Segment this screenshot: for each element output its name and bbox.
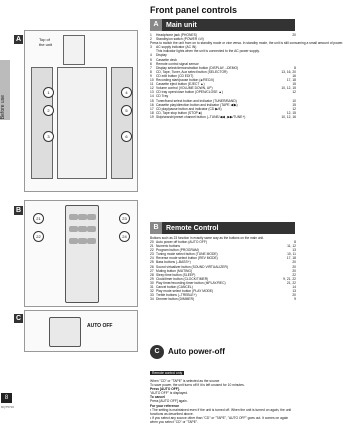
item-number: 21 xyxy=(150,244,154,249)
callout-6: 6 xyxy=(121,131,132,142)
item-page: 17, 18 xyxy=(286,256,296,261)
item-page: 10, 12, 15 xyxy=(281,86,296,91)
section-c-label: C xyxy=(15,315,22,322)
section-a-label: A xyxy=(15,36,22,43)
item-text: Tuner/band select button and indicator (TUNER/BAND) xyxy=(156,98,237,103)
remote-control-detail xyxy=(49,317,81,347)
remote-control-body xyxy=(65,205,99,303)
main-unit-body xyxy=(57,67,107,179)
item-text: Sound virtualizer button (SOUND VIRTUALIZER) xyxy=(156,264,228,269)
item-page: 13 xyxy=(292,289,296,294)
item-page: 9 xyxy=(294,297,296,302)
item-page: 10 xyxy=(292,98,296,103)
item-text: Auto power off button (AUTO OFF) xyxy=(156,240,208,244)
item-page: 10, 11 xyxy=(287,252,296,257)
remote-button xyxy=(78,238,87,244)
callout-5: 5 xyxy=(121,105,132,116)
item-number: 24 xyxy=(150,256,154,261)
callout-24: 24 xyxy=(119,231,130,242)
remote-button xyxy=(87,214,96,220)
item-number: 17 xyxy=(150,106,154,111)
item-page: 17, 18 xyxy=(286,78,296,83)
section-b-label: B xyxy=(15,207,22,214)
item-page: 14 xyxy=(292,285,296,290)
item-page: 12 xyxy=(292,106,296,111)
remote-button xyxy=(87,238,96,244)
item-text: Dimmer button (DIMMER) xyxy=(156,297,195,302)
item-text: CD tray open/close button (OPEN/CLOSE ▲) xyxy=(156,90,223,95)
item-page: 13, 16, 20 xyxy=(281,69,296,74)
item-page: 10, 12, 16 xyxy=(281,114,296,119)
item-number: 12 xyxy=(150,86,154,91)
page-code: RQT5720 xyxy=(1,405,15,409)
item-page: 8 xyxy=(294,240,296,244)
item-number: 29 xyxy=(150,276,154,281)
auto-off-label: AUTO OFF xyxy=(87,323,113,329)
main-unit-header xyxy=(150,19,295,31)
sidebar xyxy=(0,0,13,411)
item-text: Standby/on switch (POWER ⏻/I) xyxy=(156,37,204,42)
item-text: Reverse mode select button (REV MODE) xyxy=(156,256,218,261)
item-number: 1 xyxy=(150,33,152,37)
page-title: Front panel controls xyxy=(150,5,238,15)
item-number: 5 xyxy=(150,57,152,62)
item-text: CD, Tape stop button (STOP ■) xyxy=(156,110,202,115)
callout-1: 1 xyxy=(43,87,54,98)
item-text: CD edit button (CD EDIT) xyxy=(156,73,194,78)
item-number: 19 xyxy=(150,114,154,119)
item-text: CD play/pause button and indicator (CD ▶/II) xyxy=(156,106,222,111)
item-text: Play mode select button (PLAY MODE) xyxy=(156,289,214,294)
auto-off-p2: To save power, the unit turns off if it is left unused for 10 minutes. xyxy=(150,383,245,388)
item-number: 27 xyxy=(150,268,154,273)
item-text: Cassette deck xyxy=(156,57,177,62)
item-text: Cancel button (CANCEL) xyxy=(156,285,193,290)
remote-section xyxy=(150,236,296,301)
item-page: 8 xyxy=(294,65,296,70)
item-number: 33 xyxy=(150,293,154,298)
item-number: 22 xyxy=(150,248,154,253)
item-number: 26 xyxy=(150,264,154,269)
item-text: Treble buttons (–TREBLE+) xyxy=(156,293,197,298)
left-speaker xyxy=(31,67,53,179)
callout-4: 4 xyxy=(121,87,132,98)
item-number: 4 xyxy=(150,53,152,58)
item-page: 13 xyxy=(292,248,296,253)
item-text: Cassette eject button (EJECT ▲) xyxy=(156,82,205,87)
item-text: Press to switch the unit from on to standby mode or vice versa. In standby mode, the unit is still consuming a small amount of power. xyxy=(150,41,343,46)
item-text: Tuning mode select button (TUNE MODE) xyxy=(156,252,218,257)
callout-21: 21 xyxy=(33,213,44,224)
item-text: Remote control signal sensor xyxy=(156,61,199,66)
remote-button xyxy=(78,214,87,220)
item-page: 9, 21, 22 xyxy=(283,276,296,281)
item-number: 9 xyxy=(150,73,152,78)
item-number: 23 xyxy=(150,252,154,257)
item-number: 31 xyxy=(150,285,154,290)
main-unit-list xyxy=(150,33,343,119)
item-page: 20 xyxy=(292,260,296,265)
item-page: 12, 15 xyxy=(286,110,296,115)
item-number: 15 xyxy=(150,98,154,103)
cancel-text: Press [AUTO OFF] again. xyxy=(150,399,188,404)
item-text: Clock/timer button (CLOCK/TIMER) xyxy=(156,276,209,281)
item-page: 22 xyxy=(292,272,296,277)
page-number: 8 xyxy=(1,393,12,403)
item-text: Cassette play/direction button and indicator (TAPE ◀/▶) xyxy=(156,102,238,107)
remote-button xyxy=(69,226,78,232)
auto-off-title: Auto power-off xyxy=(168,347,225,356)
item-number: 16 xyxy=(150,102,154,107)
item-text: Bass buttons (–BASS+) xyxy=(156,260,191,265)
item-page: 16 xyxy=(292,73,296,78)
auto-off-figure xyxy=(24,310,138,352)
item-text: Sleep time button (SLEEP) xyxy=(156,272,196,277)
remote-figure xyxy=(24,200,138,307)
item-text: This indicator lights when the unit is connected to the AC power supply. xyxy=(156,49,260,54)
callout-22: 22 xyxy=(33,231,44,242)
item-text: AC supply indicator (AC IN) xyxy=(156,45,197,50)
item-page: 20 xyxy=(292,293,296,298)
item-number: 8 xyxy=(150,69,152,74)
remote-button xyxy=(87,226,96,232)
main-unit-letter: A xyxy=(150,19,162,31)
item-number: 20 xyxy=(150,240,154,244)
item-number: 11 xyxy=(150,82,154,87)
item-number: 25 xyxy=(150,260,154,265)
item-text: CD, Tape, Tuner, Aux select button (SELECTOR) xyxy=(156,69,228,74)
item-number: 30 xyxy=(150,280,154,285)
note-1: • The setting is maintained even if the unit is turned off. When the unit is turned on again, the unit functions as described above. xyxy=(150,407,292,416)
callout-2: 2 xyxy=(43,105,54,116)
item-page: 12 xyxy=(292,90,296,95)
item-page: 20 xyxy=(292,33,296,37)
remote-list xyxy=(150,240,296,301)
item-text: CD Tray xyxy=(156,94,169,99)
remote-button xyxy=(69,238,78,244)
list-item xyxy=(150,115,296,119)
remote-button xyxy=(69,214,78,220)
item-text: Program button (PROGRAM) xyxy=(156,248,199,253)
item-text: Display xyxy=(156,53,167,58)
item-text: Skip/search/preset channel button (–TUNE/◀◀ , ▶▶/TUNE+) xyxy=(156,114,246,119)
auto-off-section xyxy=(150,361,296,424)
item-text: Recording start/pause button (●/REC/II) xyxy=(156,78,215,83)
item-number: 10 xyxy=(150,78,154,83)
item-number: 18 xyxy=(150,110,154,115)
remote-intro: Buttons such as 23 function in exactly same way as the buttons on the main unit. xyxy=(150,236,264,240)
callout-23: 23 xyxy=(119,213,130,224)
top-of-unit-label: Top of the unit xyxy=(39,37,53,47)
cancel-heading: To cancel xyxy=(150,395,165,400)
main-unit-figure xyxy=(24,30,138,192)
item-page: 21, 22 xyxy=(286,280,296,285)
auto-off-letter: C xyxy=(150,345,164,359)
item-text: Play timer/recording timer button (✲PLAY/REC) xyxy=(156,280,226,285)
item-number: 2 xyxy=(150,37,152,42)
item-number: 14 xyxy=(150,94,154,99)
list-item xyxy=(150,297,296,301)
auto-off-p4: "AUTO OFF" is displayed. xyxy=(150,391,189,396)
item-number: 28 xyxy=(150,272,154,277)
item-page: 15 xyxy=(292,82,296,87)
item-page: 20 xyxy=(292,264,296,269)
remote-button xyxy=(78,226,87,232)
remote-title: Remote Control xyxy=(166,224,219,232)
callout-3: 3 xyxy=(43,131,54,142)
note-2: • If you select any source other than "CD" or "TAPE", "AUTO OFF" goes out. It comes on again when you select "CD" or "TAPE". xyxy=(150,415,289,424)
remote-only-badge: Remote control only xyxy=(152,371,183,375)
main-unit-title: Main unit xyxy=(166,21,197,29)
item-page: 20 xyxy=(292,268,296,273)
item-text: Muting button (MUTING) xyxy=(156,268,193,273)
auto-off-p3: Press [AUTO OFF]. xyxy=(150,387,180,392)
right-speaker xyxy=(111,67,133,179)
item-text: Display select/demonstration button (DISPLAY, –DEMO) xyxy=(156,65,239,70)
auto-off-p1: When "CD" or "TAPE" is selected as the source xyxy=(150,379,220,383)
item-number: 7 xyxy=(150,65,152,70)
note-heading: For your reference xyxy=(150,403,180,408)
item-page: 11, 12 xyxy=(287,244,296,249)
sidebar-section-label: Before use xyxy=(0,95,6,120)
remote-header xyxy=(150,222,295,234)
item-page: 15 xyxy=(292,102,296,107)
item-number: 3 xyxy=(150,45,152,50)
item-text: Volume control (VOLUME DOWN, UP) xyxy=(156,86,213,91)
top-unit-part xyxy=(63,35,85,65)
item-number: 34 xyxy=(150,297,154,302)
item-text: Numeric buttons xyxy=(156,244,181,249)
item-number: 13 xyxy=(150,90,154,95)
item-number: 32 xyxy=(150,289,154,294)
remote-letter: B xyxy=(150,222,162,234)
item-number: 6 xyxy=(150,61,152,66)
item-text: Headphone jack (PHONES) xyxy=(156,33,197,37)
